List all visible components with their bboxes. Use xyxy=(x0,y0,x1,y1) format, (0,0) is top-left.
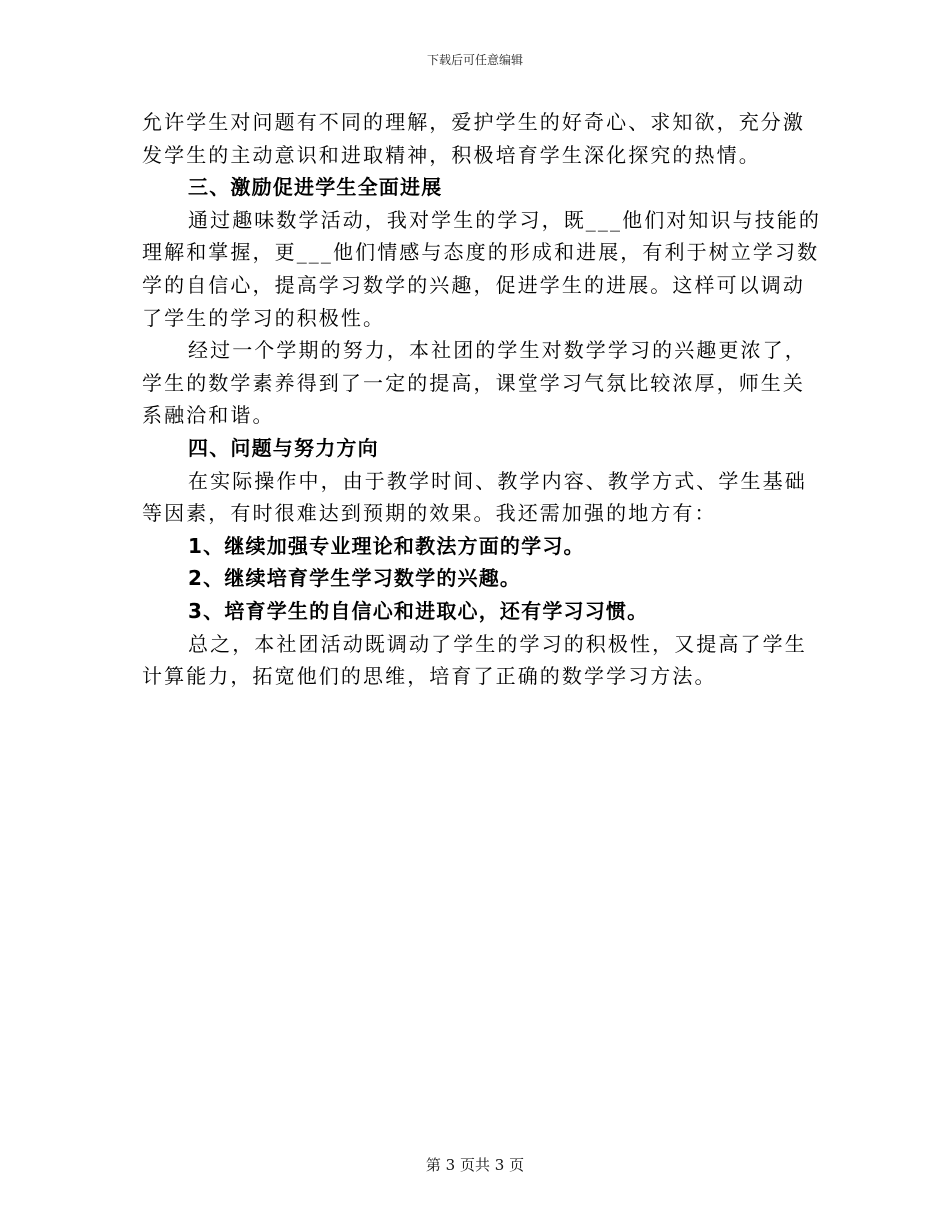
paragraph-line: 等因素，有时很难达到预期的效果。我还需加强的地方有： xyxy=(142,501,717,526)
paragraph-line: 了学生的学习的积极性。 xyxy=(142,305,386,330)
paragraph-line: 在实际操作中，由于教学时间、教学内容、教学方式、学生基础 xyxy=(188,468,807,493)
paragraph-line: 经过一个学期的努力，本社团的学生对数学学习的兴趣更浓了， xyxy=(188,338,807,363)
paragraph-line: 总之，本社团活动既调动了学生的学习的积极性，又提高了学生 xyxy=(188,631,807,656)
paragraph-line: 学的自信心，提高学习数学的兴趣，促进学生的进展。这样可以调动 xyxy=(142,272,805,297)
document-body xyxy=(142,106,821,693)
numbered-item-2: 2、继续培育学生学习数学的兴趣。 xyxy=(188,566,522,591)
paragraph-line: 系融洽和谐。 xyxy=(142,403,275,428)
page-number: 第 3 页共 3 页 xyxy=(425,1156,525,1174)
page-header-note: 下载后可任意编辑 xyxy=(426,53,523,67)
paragraph-line: 计算能力，拓宽他们的思维，培育了正确的数学学习方法。 xyxy=(142,664,717,689)
section-heading-3: 三、激励促进学生全面进展 xyxy=(188,175,443,200)
paragraph-line: 发学生的主动意识和进取精神，积极培育学生深化探究的热情。 xyxy=(142,142,761,167)
section-heading-4: 四、问题与努力方向 xyxy=(188,435,379,460)
paragraph-line: 通过趣味数学活动，我对学生的学习，既___他们对知识与技能的 xyxy=(188,207,821,232)
paragraph-line: 允许学生对问题有不同的理解，爱护学生的好奇心、求知欲，充分激 xyxy=(142,110,805,134)
paragraph-line: 理解和掌握，更___他们情感与态度的形成和进展，有利于树立学习数 xyxy=(142,240,820,265)
numbered-item-1: 1、继续加强专业理论和教法方面的学习。 xyxy=(188,533,585,558)
numbered-item-3: 3、培育学生的自信心和进取心，还有学习习惯。 xyxy=(188,598,649,623)
paragraph-line: 学生的数学素养得到了一定的提高，课堂学习气氛比较浓厚，师生关 xyxy=(142,370,805,395)
